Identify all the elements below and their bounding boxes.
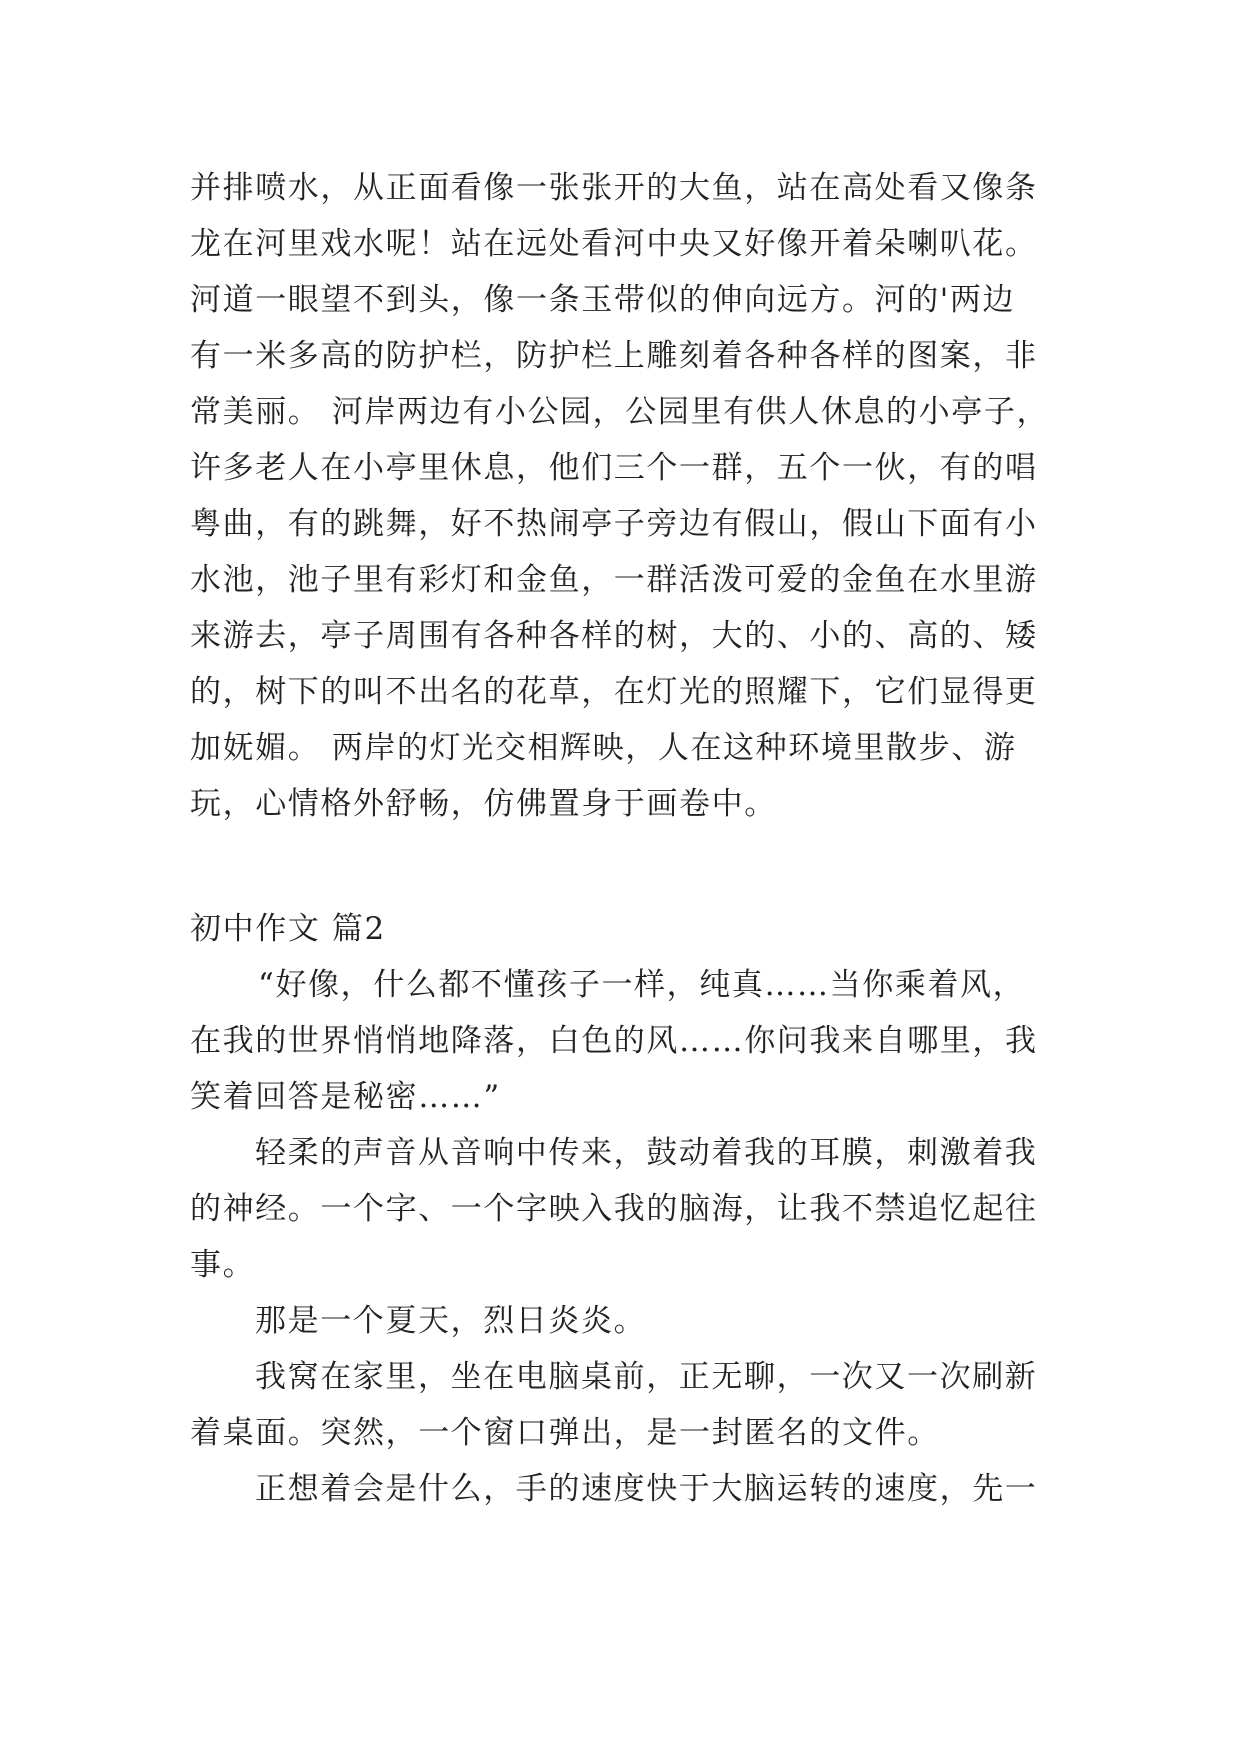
- paragraph-line: 正想着会是什么，手的速度快于大脑运转的速度，先一: [255, 1471, 1038, 1507]
- paragraph-line: “好像，什么都不懂孩子一样，纯真……当你乘着风，: [258, 967, 1026, 1003]
- paragraph-line: 轻柔的声音从音响中传来，鼓动着我的耳膜，刺激着我: [255, 1135, 1038, 1171]
- paragraph-line: 粤曲，有的跳舞，好不热闹亭子旁边有假山，假山下面有小: [190, 506, 1038, 542]
- paragraph-line: 的，树下的叫不出名的花草，在灯光的照耀下，它们显得更: [190, 674, 1038, 710]
- paragraph-line: 事。: [190, 1247, 256, 1283]
- paragraph-line: 有一米多高的防护栏，防护栏上雕刻着各种各样的图案，非: [190, 338, 1038, 374]
- paragraph-line: 许多老人在小亭里休息，他们三个一群，五个一伙，有的唱: [190, 450, 1038, 486]
- paragraph-line: 龙在河里戏水呢！站在远处看河中央又好像开着朵喇叭花。: [190, 226, 1038, 262]
- paragraph-line: 河道一眼望不到头，像一条玉带似的伸向远方。河的'两边: [190, 282, 1016, 318]
- section-heading: 初中作文 篇2: [190, 911, 386, 947]
- paragraph-line: 我窝在家里，坐在电脑桌前，正无聊，一次又一次刷新: [255, 1359, 1038, 1395]
- paragraph-line: 那是一个夏天，烈日炎炎。: [255, 1303, 647, 1339]
- paragraph-line: 的神经。一个字、一个字映入我的脑海，让我不禁追忆起往: [190, 1191, 1038, 1227]
- paragraph-line: 常美丽。 河岸两边有小公园，公园里有供人休息的小亭子，: [190, 394, 1050, 430]
- paragraph-line: 并排喷水，从正面看像一张张开的大鱼，站在高处看又像条: [190, 170, 1038, 206]
- paragraph-line: 在我的世界悄悄地降落，白色的风……你问我来自哪里，我: [190, 1023, 1038, 1059]
- paragraph-line: 玩，心情格外舒畅，仿佛置身于画卷中。: [190, 786, 777, 822]
- paragraph-line: 水池，池子里有彩灯和金鱼，一群活泼可爱的金鱼在水里游: [190, 562, 1038, 598]
- paragraph-line: 加妩媚。 两岸的灯光交相辉映，人在这种环境里散步、游: [190, 730, 1017, 766]
- paragraph-line: 来游去，亭子周围有各种各样的树，大的、小的、高的、矮: [190, 618, 1038, 654]
- paragraph-line: 笑着回答是秘密……”: [190, 1079, 501, 1115]
- paragraph-line: 着桌面。突然，一个窗口弹出，是一封匿名的文件。: [190, 1415, 940, 1451]
